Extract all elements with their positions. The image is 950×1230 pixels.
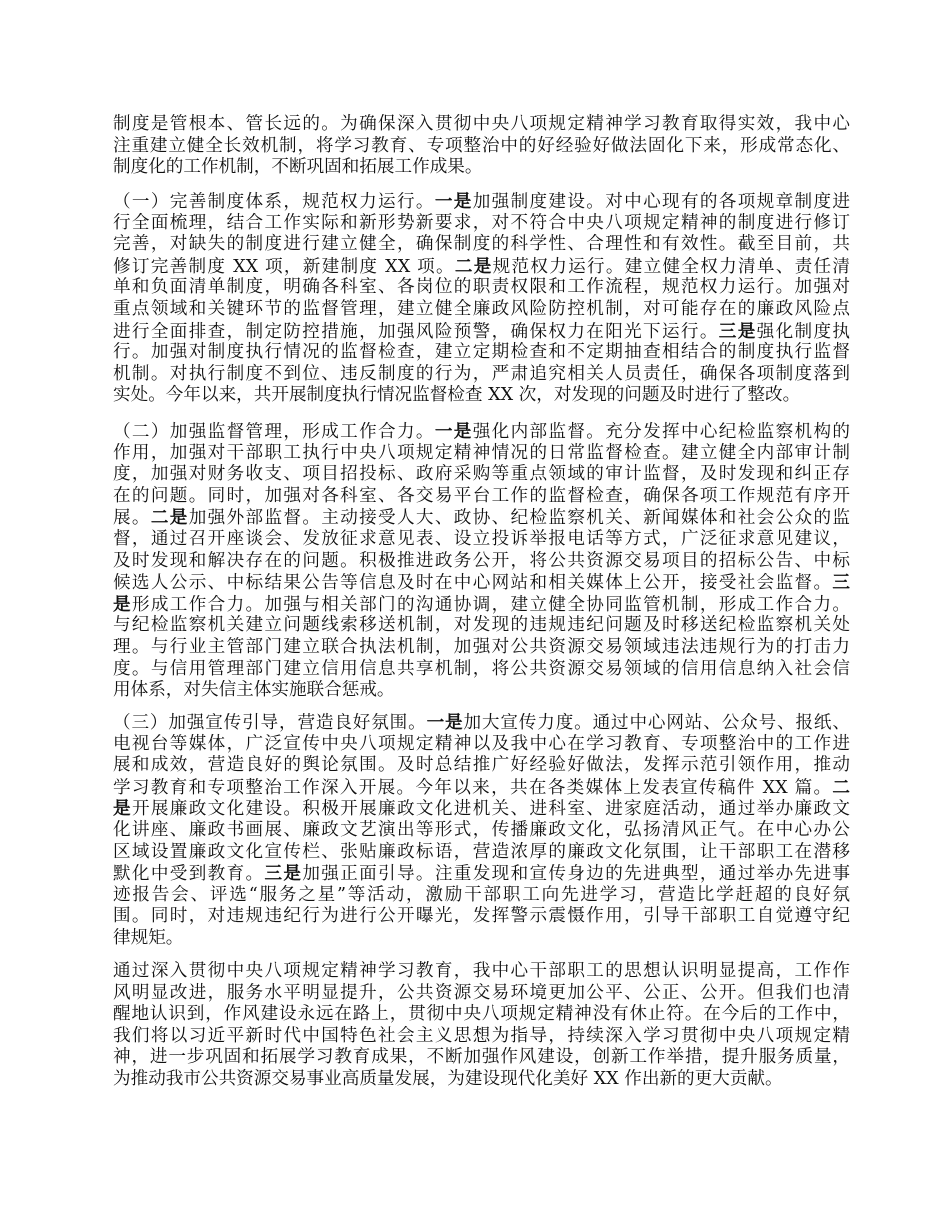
text-segment: 修订完善制度 XX 项，新建制度 XX 项。 <box>113 256 455 277</box>
text-segment: 制度是管根本、管长远的。为确保深入贯彻中央八项规定精神学习教育取得实效，我中心 <box>113 114 850 134</box>
text-segment: 开展廉政文化建设。积极开展廉政文化进机关、进科室、进家庭活动，通过举办廉政文 <box>131 799 850 820</box>
text-line <box>113 234 850 256</box>
text-line <box>113 1069 850 1091</box>
text-segment: 完善，对缺失的制度进行建立健全，确保制度的科学性、合理性和有效性。截至目前，共 <box>113 234 850 255</box>
text-line <box>113 551 850 573</box>
bold-text-segment: 二 <box>832 776 850 798</box>
text-line <box>113 364 850 386</box>
text-line <box>113 594 850 616</box>
text-segment: 度，加强对财务收支、项目招投标、政府采购等重点领域的审计监督，及时发现和纠正存 <box>113 464 850 485</box>
text-segment: 神，进一步巩固和拓展学习教育成果，不断加强作风建设，创新工作举措，提升服务质量， <box>113 1047 850 1068</box>
text-line <box>113 277 850 299</box>
text-line <box>113 983 850 1005</box>
paragraph-conclusion <box>113 961 850 1091</box>
text-segment: 默化中受到教育。 <box>113 864 265 885</box>
text-segment: 注重建立健全长效机制，将学习教育、专项整治中的好经验好做法固化下来，形成常态化、 <box>113 135 850 156</box>
text-line <box>113 961 850 983</box>
text-segment: 围。同时，对违规违纪行为进行公开曝光，发挥警示震慑作用，引导干部职工自觉遵守纪 <box>113 906 850 927</box>
text-line <box>113 321 850 343</box>
text-line <box>113 342 850 364</box>
bold-text-segment: 二是 <box>150 507 189 529</box>
text-segment: 通过深入贯彻中央八项规定精神学习教育，我中心干部职工的思想认识明显提高，工作作 <box>113 961 850 981</box>
text-line <box>113 712 850 734</box>
text-line <box>113 906 850 928</box>
text-segment: 作用，加强对干部职工执行中央八项规定精神情况的日常监督检查。建立健全内部审计制 <box>113 442 850 463</box>
text-segment: 行。加强对制度执行情况的监督检查，建立定期检查和不定期抽查相结合的制度执行监督 <box>113 342 850 363</box>
text-segment: 单和负面清单制度，明确各科室、各岗位的职责权限和工作流程，规范权力运行。加强对 <box>113 277 850 298</box>
text-line <box>113 213 850 235</box>
text-segment: 候选人公示、中标结果公告等信息及时在中心网站和相关媒体上公开，接受社会监督。 <box>113 573 833 594</box>
text-line <box>113 136 850 158</box>
text-segment: 化讲座、廉政书画展、廉政文艺演出等形式，传播廉政文化，弘扬清风正气。在中心办公 <box>113 819 850 840</box>
text-line <box>113 572 850 594</box>
text-segment: （一）完善制度体系，规范权力运行。 <box>113 192 435 212</box>
text-line <box>113 734 850 756</box>
text-segment: 加强外部监督。主动接受人大、政协、纪检监察机关、新闻媒体和社会公众的监 <box>188 508 850 529</box>
bold-text-segment: 一是 <box>434 191 473 212</box>
paragraph-section-3 <box>113 712 850 950</box>
text-segment: 我们将以习近平新时代中国特色社会主义思想为指导，持续深入学习贯彻中央八项规定精 <box>113 1025 850 1046</box>
text-segment: 强化制度执 <box>756 321 850 342</box>
text-line <box>113 191 850 213</box>
bold-text-segment: 一是 <box>426 712 464 733</box>
text-segment: 迹报告会、评选“服务之星”等活动，激励干部职工向先进学习，营造比学赶超的良好氛 <box>113 884 850 905</box>
text-line <box>113 615 850 637</box>
text-segment: 督，通过召开座谈会、发放征求意见表、设立投诉举报电话等方式，广泛征求意见建议， <box>113 528 850 549</box>
text-line <box>113 421 850 443</box>
text-line <box>113 820 850 842</box>
text-segment: 与纪检监察机关建立问题线索移送机制，对发现的违规违纪问题及时移送纪检监察机关处 <box>113 615 850 636</box>
text-line <box>113 157 850 179</box>
text-line <box>113 385 850 407</box>
text-line <box>113 680 850 702</box>
text-line <box>113 529 850 551</box>
text-line <box>113 659 850 681</box>
bold-text-segment: 是 <box>113 798 132 820</box>
text-line <box>113 885 850 907</box>
text-segment: 学习教育和专项整治工作深入开展。今年以来，共在各类媒体上发表宣传稿件 XX 篇。 <box>113 777 833 798</box>
text-line <box>113 777 850 799</box>
text-segment: 醒地认识到，作风建设永远在路上，贯彻中央八项规定精神没有休止符。在今后的工作中， <box>113 1004 850 1025</box>
bold-text-segment: 一是 <box>434 421 473 442</box>
text-line <box>113 256 850 278</box>
bold-text-segment: 二是 <box>454 255 493 277</box>
paragraph-section-1 <box>113 191 850 407</box>
text-segment: 在的问题。同时，加强对各科室、各交易平台工作的监督检查，确保各项工作规范有序开 <box>113 485 850 506</box>
bold-text-segment: 三是 <box>264 863 303 885</box>
text-segment: 加大宣传力度。通过中心网站、公众号、报纸、 <box>463 713 850 733</box>
text-segment: 度。与信用管理部门建立信用信息共享机制，将公共资源交易领域的信用信息纳入社会信 <box>113 658 850 679</box>
text-segment: 行全面梳理，结合工作实际和新形势新要求，对不符合中央八项规定精神的制度进行修订 <box>113 212 850 233</box>
paragraph-section-2 <box>113 421 850 702</box>
text-segment: 及时发现和解决存在的问题。积极推进政务公开，将公共资源交易项目的招标公告、中标 <box>113 550 850 571</box>
text-segment: 制度化的工作机制，不断巩固和拓展工作成果。 <box>113 157 483 178</box>
text-segment: 重点领域和关键环节的监督管理，建立健全廉政风险防控机制，对可能存在的廉政风险点 <box>113 298 850 319</box>
text-segment: 机制。对执行制度不到位、违反制度的行为，严肃追究相关人员责任，确保各项制度落到 <box>113 363 850 384</box>
bold-text-segment: 三 <box>832 572 850 594</box>
text-line <box>113 863 850 885</box>
text-segment: 律规矩。 <box>113 927 184 948</box>
text-line <box>113 1004 850 1026</box>
text-segment: 强化内部监督。充分发挥中心纪检监察机构的 <box>472 422 850 442</box>
text-segment: 电视台等媒体，广泛宣传中央八项规定精神以及我中心在学习教育、专项整治中的工作进 <box>113 733 850 754</box>
text-line <box>113 299 850 321</box>
text-line <box>113 637 850 659</box>
text-segment: 区域设置廉政文化宣传栏、张贴廉政标语，营造浓厚的廉政文化氛围，让干部职工在潜移 <box>113 841 850 862</box>
text-line <box>113 928 850 950</box>
paragraph-intro <box>113 114 850 179</box>
text-line <box>113 507 850 529</box>
text-line <box>113 443 850 465</box>
bold-text-segment: 是 <box>113 593 132 615</box>
text-segment: 用体系，对失信主体实施联合惩戒。 <box>113 680 395 701</box>
text-segment: 理。与行业主管部门建立联合执法机制，加强对公共资源交易领域违法违规行为的打击力 <box>113 636 850 657</box>
text-segment: 规范权力运行。建立健全权力清单、责任清 <box>492 256 850 277</box>
bold-text-segment: 三是 <box>718 320 757 342</box>
text-segment: 展。 <box>113 508 151 529</box>
text-line <box>113 464 850 486</box>
text-segment: 形成工作合力。加强与相关部门的沟通协调，建立健全协同监管机制，形成工作合力。 <box>131 594 850 615</box>
text-segment: 加强制度建设。对中心现有的各项规章制度进 <box>472 192 850 212</box>
text-segment: 加强正面引导。注重发现和宣传身边的先进典型，通过举办先进事 <box>302 864 850 885</box>
text-segment: （二）加强监督管理，形成工作合力。 <box>113 422 435 442</box>
text-line <box>113 798 850 820</box>
text-segment: 实处。今年以来，共开展制度执行情况监督检查 XX 次，对发现的问题及时进行了整改。 <box>113 385 801 406</box>
text-segment: 为推动我市公共资源交易事业高质量发展，为建设现代化美好 XX 作出新的更大贡献。 <box>113 1068 783 1089</box>
text-segment: 展和成效，营造良好的舆论氛围。及时总结推广好经验好做法，发挥示范引领作用，推动 <box>113 755 850 776</box>
text-line <box>113 1026 850 1048</box>
text-line <box>113 486 850 508</box>
text-line <box>113 842 850 864</box>
text-segment: 风明显改进，服务水平明显提升，公共资源交易环境更加公平、公正、公开。但我们也清 <box>113 982 850 1003</box>
text-line <box>113 755 850 777</box>
text-line <box>113 1047 850 1069</box>
text-line <box>113 114 850 136</box>
text-segment: （三）加强宣传引导，营造良好氛围。 <box>113 713 427 733</box>
text-segment: 进行全面排查，制定防控措施，加强风险预警，确保权力在阳光下运行。 <box>113 321 719 342</box>
